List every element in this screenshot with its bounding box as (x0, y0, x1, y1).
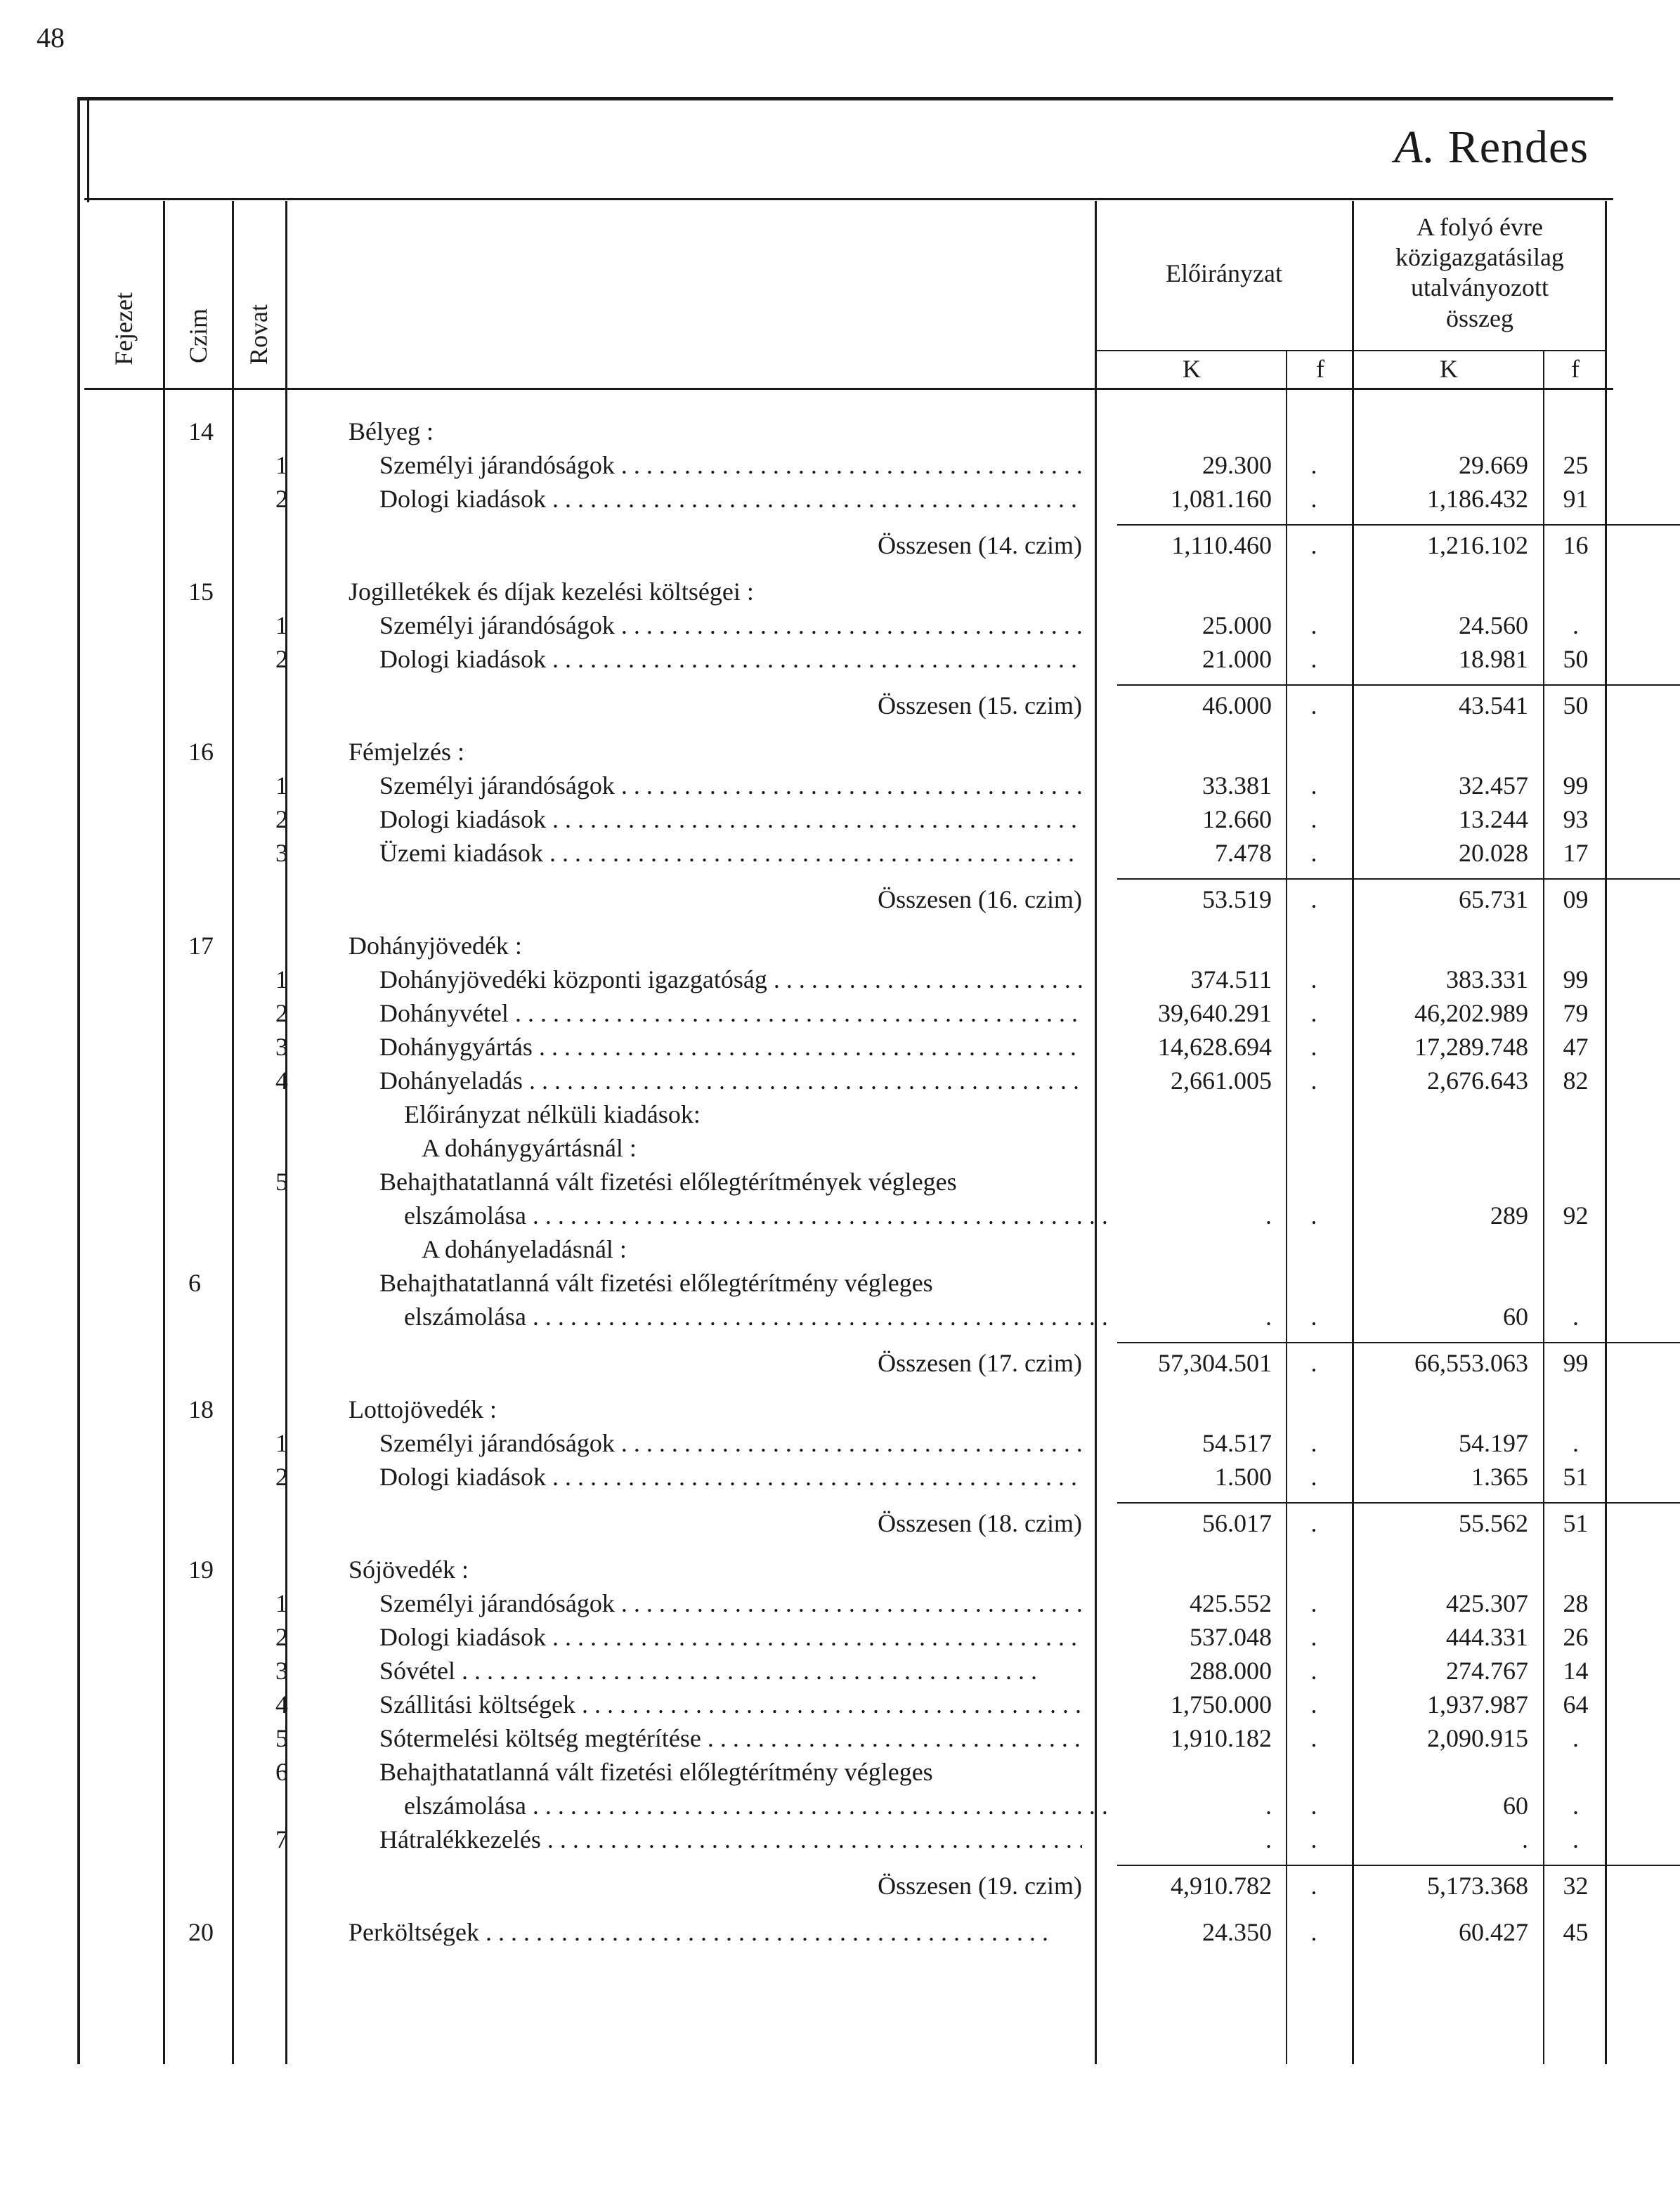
utalvanyozott-f-cell: . (1572, 1429, 1579, 1457)
header-bottom-rule (84, 388, 1613, 390)
sum-rule (1117, 684, 1680, 686)
eloiranyzat-k-cell: 4,910.782 (1171, 1872, 1272, 1900)
header-top-rule (84, 198, 1613, 200)
utalvanyozott-k-cell: 54.197 (1459, 1429, 1528, 1457)
czim-cell: 17 (188, 932, 214, 960)
subheader-rule (1096, 350, 1605, 351)
table-row (0, 1460, 1680, 1494)
utalvanyozott-f-cell: 50 (1563, 691, 1589, 719)
header-k1: K (1183, 355, 1201, 383)
table-row (0, 769, 1680, 802)
label-cell: Dohánygyártás . . . (379, 1030, 1082, 1064)
label-cell: A dohánygyártásnál : (422, 1134, 637, 1162)
label-cell: Előirányzat nélküli kiadások: (404, 1100, 701, 1128)
total-label-cell: Összesen (18. czim) (878, 1509, 1082, 1537)
rovat-cell: 2 (275, 1463, 288, 1491)
utalvanyozott-k-cell: 1,186.432 (1427, 485, 1528, 513)
utalvanyozott-f-cell: 51 (1563, 1509, 1589, 1537)
header-folyo-line3: utalványozott (1411, 273, 1549, 302)
utalvanyozott-k-cell: 5,173.368 (1427, 1872, 1528, 1900)
eloiranyzat-k-cell: . (1265, 1303, 1272, 1331)
header-folyo-line2: közigazgatásilag (1395, 243, 1564, 272)
utalvanyozott-k-cell: 66,553.063 (1414, 1349, 1528, 1377)
utalvanyozott-k-cell: 444.331 (1446, 1623, 1528, 1651)
eloiranyzat-f-cell: . (1310, 1825, 1317, 1853)
rovat-cell: 1 (275, 965, 288, 993)
eloiranyzat-f-cell: . (1310, 1429, 1317, 1457)
rovat-cell: 1 (275, 451, 288, 479)
eloiranyzat-k-cell: . (1265, 1201, 1272, 1230)
utalvanyozott-k-cell: 1,216.102 (1427, 531, 1528, 559)
eloiranyzat-k-cell: 54.517 (1202, 1429, 1272, 1457)
eloiranyzat-k-cell: 374.511 (1190, 965, 1272, 993)
table-row (0, 1097, 1680, 1131)
utalvanyozott-f-cell: . (1572, 1825, 1579, 1853)
table-row (0, 1586, 1680, 1620)
utalvanyozott-k-cell: 60.427 (1459, 1918, 1528, 1946)
label-cell: Hátralékkezelés . . . (379, 1822, 1082, 1856)
total-row (0, 882, 1680, 916)
label-cell: Dologi kiadások . . . (379, 642, 1082, 676)
eloiranyzat-k-cell: 1,750.000 (1171, 1690, 1272, 1719)
utalvanyozott-k-cell: 17,289.748 (1414, 1033, 1528, 1061)
label-cell: elszámolása . . . (404, 1199, 1107, 1232)
label-cell: Bélyeg : (349, 417, 434, 445)
table-row (0, 836, 1680, 870)
utalvanyozott-f-cell: 28 (1563, 1589, 1589, 1617)
utalvanyozott-f-cell: 64 (1563, 1690, 1589, 1719)
eloiranyzat-k-cell: 21.000 (1202, 645, 1272, 673)
label-cell: Dologi kiadások . . . (379, 1620, 1082, 1654)
utalvanyozott-k-cell: 2,090.915 (1427, 1724, 1528, 1752)
eloiranyzat-f-cell: . (1310, 1690, 1317, 1719)
total-label-cell: Összesen (16. czim) (878, 885, 1082, 913)
eloiranyzat-k-cell: 14,628.694 (1158, 1033, 1272, 1061)
utalvanyozott-k-cell: 1.365 (1471, 1463, 1528, 1491)
table-row (0, 608, 1680, 642)
label-cell: Személyi járandóságok . . . (379, 769, 1082, 802)
total-label-cell: Összesen (19. czim) (878, 1872, 1082, 1900)
eloiranyzat-f-cell: . (1310, 1724, 1317, 1752)
eloiranyzat-f-cell: . (1310, 1589, 1317, 1617)
table-row (0, 1721, 1680, 1755)
rovat-cell: 3 (275, 839, 288, 867)
header-fejezet: Fejezet (110, 292, 138, 365)
eloiranyzat-k-cell: 53.519 (1202, 885, 1272, 913)
total-row (0, 1869, 1680, 1903)
utalvanyozott-k-cell: 20.028 (1459, 839, 1528, 867)
utalvanyozott-f-cell: 99 (1563, 1349, 1589, 1377)
label-cell: Lottojövedék : (349, 1395, 497, 1423)
utalvanyozott-f-cell: 26 (1563, 1623, 1589, 1651)
eloiranyzat-k-cell: 57,304.501 (1158, 1349, 1272, 1377)
rovat-cell: 1 (275, 1589, 288, 1617)
utalvanyozott-f-cell: 17 (1563, 839, 1589, 867)
title-letter: A. (1394, 122, 1436, 173)
label-cell: Perköltségek . . . (349, 1915, 1051, 1949)
eloiranyzat-f-cell: . (1310, 485, 1317, 513)
utalvanyozott-f-cell: 14 (1563, 1657, 1589, 1685)
eloiranyzat-k-cell: 24.350 (1202, 1918, 1272, 1946)
eloiranyzat-f-cell: . (1310, 611, 1317, 639)
table-row (0, 1393, 1680, 1426)
table-row (0, 1915, 1680, 1949)
utalvanyozott-k-cell: 60 (1503, 1303, 1528, 1331)
rovat-cell: 2 (275, 999, 288, 1027)
eloiranyzat-k-cell: 29.300 (1202, 451, 1272, 479)
rovat-cell: 3 (275, 1033, 288, 1061)
label-cell: Dohányjövedéki központi igazgatóság . . . (379, 963, 1082, 996)
top-rule (77, 97, 1613, 100)
rovat-cell: 3 (275, 1657, 288, 1685)
table-row (0, 415, 1680, 448)
rovat-cell: 2 (275, 485, 288, 513)
eloiranyzat-f-cell: . (1310, 1792, 1317, 1820)
utalvanyozott-k-cell: 274.767 (1446, 1657, 1528, 1685)
eloiranyzat-f-cell: . (1310, 805, 1317, 833)
table-row (0, 575, 1680, 608)
sum-rule (1117, 1502, 1680, 1504)
eloiranyzat-f-cell: . (1310, 771, 1317, 800)
page-number: 48 (37, 22, 65, 53)
header-f1: f (1316, 355, 1324, 383)
label-cell: Sóvétel . . . (379, 1654, 1082, 1688)
total-row (0, 528, 1680, 562)
table-row (0, 963, 1680, 996)
utalvanyozott-f-cell: 79 (1563, 999, 1589, 1027)
title-word: Rendes (1447, 122, 1589, 173)
table-row (0, 1232, 1680, 1266)
sum-rule (1117, 1342, 1680, 1343)
sum-rule (1117, 524, 1680, 526)
eloiranyzat-k-cell: 56.017 (1202, 1509, 1272, 1537)
utalvanyozott-f-cell: . (1572, 1724, 1579, 1752)
label-cell: Szállitási költségek . . . (379, 1688, 1082, 1721)
utalvanyozott-k-cell: 43.541 (1459, 691, 1528, 719)
eloiranyzat-f-cell: . (1310, 531, 1317, 559)
utalvanyozott-k-cell: 13.244 (1459, 805, 1528, 833)
utalvanyozott-k-cell: 289 (1490, 1201, 1528, 1230)
rovat-cell: 7 (275, 1825, 288, 1853)
eloiranyzat-k-cell: 7.478 (1215, 839, 1272, 867)
utalvanyozott-f-cell: 51 (1563, 1463, 1589, 1491)
header-folyo-line4: összeg (1446, 304, 1513, 332)
utalvanyozott-f-cell: 50 (1563, 645, 1589, 673)
utalvanyozott-k-cell: 60 (1503, 1792, 1528, 1820)
eloiranyzat-k-cell: 2,661.005 (1171, 1067, 1272, 1095)
total-label-cell: Összesen (14. czim) (878, 531, 1082, 559)
eloiranyzat-k-cell: 537.048 (1190, 1623, 1272, 1651)
label-cell: Üzemi kiadások . . . (379, 836, 1082, 870)
label-cell: Személyi járandóságok . . . (379, 1586, 1082, 1620)
header-eloiranyzat: Előirányzat (1166, 259, 1282, 287)
label-cell: Fémjelzés : (349, 738, 464, 766)
label-cell: Személyi járandóságok . . . (379, 1426, 1082, 1460)
table-row (0, 1755, 1680, 1789)
eloiranyzat-f-cell: . (1310, 645, 1317, 673)
utalvanyozott-f-cell: 32 (1563, 1872, 1589, 1900)
sum-rule (1117, 1865, 1680, 1866)
table-row (0, 1426, 1680, 1460)
eloiranyzat-k-cell: 39,640.291 (1158, 999, 1272, 1027)
eloiranyzat-f-cell: . (1310, 1918, 1317, 1946)
utalvanyozott-f-cell: 45 (1563, 1918, 1589, 1946)
eloiranyzat-k-cell: 425.552 (1190, 1589, 1272, 1617)
label-cell: Dohányvétel . . . (379, 996, 1082, 1030)
utalvanyozott-f-cell: 92 (1563, 1201, 1589, 1230)
eloiranyzat-f-cell: . (1310, 885, 1317, 913)
utalvanyozott-f-cell: 09 (1563, 885, 1589, 913)
label-cell: Személyi járandóságok . . . (379, 448, 1082, 482)
eloiranyzat-k-cell: . (1265, 1792, 1272, 1820)
label-cell: Behajthatatlanná vált fizetési előlegtérítmények végleges (379, 1168, 957, 1196)
header-folyo-line1: A folyó évre (1417, 213, 1543, 241)
table-row (0, 1553, 1680, 1586)
total-label-cell: Összesen (17. czim) (878, 1349, 1082, 1377)
eloiranyzat-k-cell: 12.660 (1202, 805, 1272, 833)
label-cell: Behajthatatlanná vált fizetési előlegtérítmény végleges (379, 1758, 933, 1786)
utalvanyozott-f-cell: 82 (1563, 1067, 1589, 1095)
utalvanyozott-k-cell: 46,202.989 (1414, 999, 1528, 1027)
utalvanyozott-k-cell: 383.331 (1446, 965, 1528, 993)
eloiranyzat-f-cell: . (1310, 1463, 1317, 1491)
label-cell: A dohányeladásnál : (422, 1235, 627, 1263)
header-folyo (1355, 212, 1605, 334)
eloiranyzat-k-cell: 1,110.460 (1171, 531, 1272, 559)
eloiranyzat-k-cell: . (1265, 1825, 1272, 1853)
czim-cell: 14 (188, 417, 214, 445)
eloiranyzat-f-cell: . (1310, 1509, 1317, 1537)
rovat-cell: 6 (275, 1758, 288, 1786)
eloiranyzat-k-cell: 1.500 (1215, 1463, 1272, 1491)
rovat-cell: 2 (275, 645, 288, 673)
utalvanyozott-f-cell: . (1572, 1792, 1579, 1820)
header-czim: Czim (184, 308, 212, 363)
czim-cell: 18 (188, 1395, 214, 1423)
eloiranyzat-k-cell: 1,081.160 (1171, 485, 1272, 513)
label-cell: Jogilletékek és díjak kezelési költségei : (349, 578, 754, 606)
utalvanyozott-f-cell: . (1572, 1303, 1579, 1331)
rovat-cell: 1 (275, 771, 288, 800)
utalvanyozott-k-cell: 1,937.987 (1427, 1690, 1528, 1719)
czim-cell: 6 (188, 1269, 201, 1297)
label-cell: elszámolása . . . (404, 1300, 1107, 1334)
label-cell: Dohányeladás . . . (379, 1064, 1082, 1097)
utalvanyozott-k-cell: 18.981 (1459, 645, 1528, 673)
table-row (0, 1822, 1680, 1856)
utalvanyozott-k-cell: 55.562 (1459, 1509, 1528, 1537)
eloiranyzat-f-cell: . (1310, 839, 1317, 867)
eloiranyzat-k-cell: 1,910.182 (1171, 1724, 1272, 1752)
table-row (0, 929, 1680, 963)
eloiranyzat-k-cell: 46.000 (1202, 691, 1272, 719)
utalvanyozott-k-cell: 65.731 (1459, 885, 1528, 913)
table-row (0, 482, 1680, 516)
table-row (0, 1165, 1680, 1199)
total-row (0, 1346, 1680, 1380)
table-row (0, 735, 1680, 769)
utalvanyozott-f-cell: 25 (1563, 451, 1589, 479)
label-cell: Dohányjövedék : (349, 932, 522, 960)
label-cell: Dologi kiadások . . . (379, 802, 1082, 836)
eloiranyzat-f-cell: . (1310, 1067, 1317, 1095)
eloiranyzat-f-cell: . (1310, 1349, 1317, 1377)
table-row (0, 1688, 1680, 1721)
eloiranyzat-f-cell: . (1310, 999, 1317, 1027)
eloiranyzat-k-cell: 25.000 (1202, 611, 1272, 639)
eloiranyzat-k-cell: 288.000 (1190, 1657, 1272, 1685)
label-cell: Dologi kiadások . . . (379, 1460, 1082, 1494)
eloiranyzat-f-cell: . (1310, 1303, 1317, 1331)
outer-left-line-2 (87, 97, 89, 202)
utalvanyozott-k-cell: 425.307 (1446, 1589, 1528, 1617)
utalvanyozott-f-cell: 99 (1563, 965, 1589, 993)
utalvanyozott-k-cell: 2,676.643 (1427, 1067, 1528, 1095)
total-row (0, 689, 1680, 722)
utalvanyozott-f-cell: 16 (1563, 531, 1589, 559)
utalvanyozott-k-cell: 29.669 (1459, 451, 1528, 479)
utalvanyozott-k-cell: 32.457 (1459, 771, 1528, 800)
table-row (0, 1064, 1680, 1097)
header-f2: f (1571, 355, 1580, 383)
eloiranyzat-f-cell: . (1310, 1201, 1317, 1230)
section-title (1394, 121, 1589, 174)
table-row (0, 448, 1680, 482)
eloiranyzat-f-cell: . (1310, 1872, 1317, 1900)
sum-rule (1117, 878, 1680, 880)
eloiranyzat-f-cell: . (1310, 965, 1317, 993)
total-label-cell: Összesen (15. czim) (878, 691, 1082, 719)
rovat-cell: 4 (275, 1067, 288, 1095)
label-cell: elszámolása . . . (404, 1789, 1107, 1822)
eloiranyzat-k-cell: 33.381 (1202, 771, 1272, 800)
rovat-cell: 5 (275, 1168, 288, 1196)
total-row (0, 1506, 1680, 1540)
header-k2: K (1440, 355, 1458, 383)
rovat-cell: 4 (275, 1690, 288, 1719)
czim-cell: 16 (188, 738, 214, 766)
table-row (0, 642, 1680, 676)
table-row (0, 1266, 1680, 1300)
utalvanyozott-k-cell: 24.560 (1459, 611, 1528, 639)
label-cell: Személyi járandóságok . . . (379, 608, 1082, 642)
czim-cell: 15 (188, 578, 214, 606)
table-row (0, 1199, 1680, 1232)
table-row (0, 1131, 1680, 1165)
header-rovat: Rovat (245, 304, 273, 365)
table-row (0, 1789, 1680, 1822)
utalvanyozott-k-cell: . (1522, 1825, 1528, 1853)
utalvanyozott-f-cell: 93 (1563, 805, 1589, 833)
rovat-cell: 1 (275, 1429, 288, 1457)
czim-cell: 20 (188, 1918, 214, 1946)
utalvanyozott-f-cell: 47 (1563, 1033, 1589, 1061)
rovat-cell: 1 (275, 611, 288, 639)
eloiranyzat-f-cell: . (1310, 1033, 1317, 1061)
utalvanyozott-f-cell: 91 (1563, 485, 1589, 513)
label-cell: Sójövedék : (349, 1556, 469, 1584)
table-row (0, 996, 1680, 1030)
rovat-cell: 2 (275, 805, 288, 833)
eloiranyzat-f-cell: . (1310, 1623, 1317, 1651)
table-row (0, 1620, 1680, 1654)
label-cell: Sótermelési költség megtérítése . . . (379, 1721, 1082, 1755)
utalvanyozott-f-cell: . (1572, 611, 1579, 639)
label-cell: Behajthatatlanná vált fizetési előlegtérítmény végleges (379, 1269, 933, 1297)
table-row (0, 802, 1680, 836)
czim-cell: 19 (188, 1556, 214, 1584)
label-cell: Dologi kiadások . . . (379, 482, 1082, 516)
eloiranyzat-f-cell: . (1310, 451, 1317, 479)
eloiranyzat-f-cell: . (1310, 691, 1317, 719)
rovat-cell: 2 (275, 1623, 288, 1651)
table-row (0, 1030, 1680, 1064)
eloiranyzat-f-cell: . (1310, 1657, 1317, 1685)
table-row (0, 1654, 1680, 1688)
utalvanyozott-f-cell: 99 (1563, 771, 1589, 800)
table-row (0, 1300, 1680, 1334)
rovat-cell: 5 (275, 1724, 288, 1752)
